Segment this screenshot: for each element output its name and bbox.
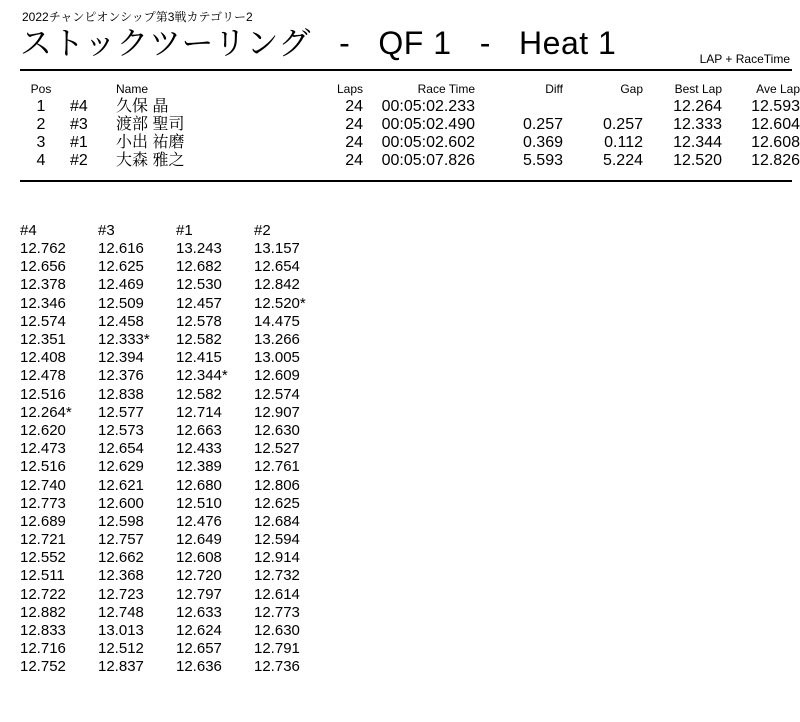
lap-time-cell: 12.389 <box>176 458 222 476</box>
page-title <box>20 23 616 63</box>
lap-time-cell: 12.722 <box>20 585 66 603</box>
lap-time-cell: 12.838 <box>98 385 144 403</box>
lap-time-cell: 12.656 <box>20 258 66 276</box>
event-subtitle: 2022チャンピオンシップ第3戦カテゴリー2 <box>22 10 253 24</box>
car-number-cell: #3 <box>70 116 88 133</box>
lap-time-cell: 12.573 <box>98 421 144 439</box>
lap-row <box>20 567 332 585</box>
diff-cell: 0.369 <box>522 134 563 151</box>
best-lap-cell: 12.264 <box>673 98 722 115</box>
laps-cell: 24 <box>345 152 363 169</box>
session-name: QF 1 <box>378 25 452 61</box>
lap-time-cell: 12.680 <box>176 476 222 494</box>
class-name: ストックツーリング <box>20 25 311 61</box>
race-time-cell: 00:05:02.490 <box>381 116 475 133</box>
col-best-lap-header: Best Lap <box>674 82 722 96</box>
lap-time-cell: 12.346 <box>20 294 66 312</box>
title-separator: - <box>339 25 351 61</box>
lap-time-cell: 12.624 <box>176 622 222 640</box>
lap-time-cell: 12.773 <box>254 603 300 621</box>
lap-time-cell: 12.577 <box>98 403 144 421</box>
lap-time-cell: 13.266 <box>254 331 300 349</box>
lap-time-cell: 12.594 <box>254 531 300 549</box>
lap-time-cell: 12.882 <box>20 603 66 621</box>
col-diff-header: Diff <box>545 82 563 96</box>
lap-time-cell: 12.264* <box>20 403 72 421</box>
lap-time-cell: 12.600 <box>98 494 144 512</box>
diff-cell: 5.593 <box>522 152 563 169</box>
lap-col-header: #4 <box>20 222 37 239</box>
car-number-cell: #4 <box>70 98 88 115</box>
col-no-header <box>62 82 116 98</box>
lap-time-cell: 12.509 <box>98 294 144 312</box>
lap-time-cell: 12.716 <box>20 640 66 658</box>
lap-time-cell: 12.732 <box>254 567 300 585</box>
lap-time-cell: 12.512 <box>98 640 144 658</box>
lap-time-cell: 12.914 <box>254 549 300 567</box>
lap-row <box>20 586 332 604</box>
lap-row <box>20 458 332 476</box>
heat-name: Heat 1 <box>519 25 617 61</box>
lap-time-cell: 12.625 <box>98 258 144 276</box>
lap-row <box>20 640 332 658</box>
diff-cell <box>475 98 563 116</box>
lap-time-cell: 12.378 <box>20 276 66 294</box>
lap-time-cell: 12.616 <box>98 240 144 258</box>
lap-time-cell: 12.333* <box>98 331 150 349</box>
lap-times-table <box>20 222 332 677</box>
col-ave-lap-header: Ave Lap <box>756 82 800 96</box>
results-top-rule <box>20 69 792 71</box>
ave-lap-cell: 12.593 <box>751 98 800 115</box>
lap-time-cell: 12.351 <box>20 331 66 349</box>
laps-cell: 24 <box>345 134 363 151</box>
col-gap-header: Gap <box>620 82 643 96</box>
car-number-cell: #2 <box>70 152 88 169</box>
lap-time-cell: 12.609 <box>254 367 300 385</box>
lap-time-cell: 12.633 <box>176 603 222 621</box>
lap-time-cell: 13.243 <box>176 240 222 258</box>
lap-row <box>20 549 332 567</box>
laps-cell: 24 <box>345 116 363 133</box>
lap-time-cell: 12.629 <box>98 458 144 476</box>
lap-time-cell: 12.842 <box>254 276 300 294</box>
lap-row <box>20 404 332 422</box>
car-number-cell: #1 <box>70 134 88 151</box>
lap-time-cell: 12.761 <box>254 458 300 476</box>
lap-time-cell: 12.582 <box>176 331 222 349</box>
lap-time-cell: 12.630 <box>254 421 300 439</box>
race-time-cell: 00:05:02.602 <box>381 134 475 151</box>
lap-time-cell: 12.654 <box>98 440 144 458</box>
lap-time-cell: 12.736 <box>254 658 300 676</box>
lap-row <box>20 440 332 458</box>
lap-col-header: #3 <box>98 222 115 239</box>
lap-time-cell: 12.376 <box>98 367 144 385</box>
lap-time-cell: 12.797 <box>176 585 222 603</box>
lap-row <box>20 367 332 385</box>
lap-time-cell: 12.625 <box>254 494 300 512</box>
lap-time-cell: 12.574 <box>20 312 66 330</box>
lap-time-cell: 12.511 <box>20 567 65 585</box>
lap-time-cell: 12.574 <box>254 385 300 403</box>
lap-time-cell: 12.791 <box>254 640 300 658</box>
lap-time-cell: 12.907 <box>254 403 300 421</box>
ave-lap-cell: 12.826 <box>751 152 800 169</box>
lap-time-cell: 12.833 <box>20 622 66 640</box>
lap-time-cell: 12.806 <box>254 476 300 494</box>
lap-row <box>20 658 332 676</box>
lap-time-cell: 12.578 <box>176 312 222 330</box>
lap-time-cell: 12.510 <box>176 494 222 512</box>
lap-row <box>20 240 332 258</box>
lap-time-cell: 12.408 <box>20 349 66 367</box>
gap-cell: 0.112 <box>604 134 643 151</box>
results-row <box>20 116 800 134</box>
lap-row <box>20 258 332 276</box>
lap-time-cell: 12.762 <box>20 240 66 258</box>
results-header-row <box>20 82 800 98</box>
lap-time-cell: 12.473 <box>20 440 66 458</box>
lap-time-cell: 12.630 <box>254 622 300 640</box>
best-lap-cell: 12.333 <box>673 116 722 133</box>
lap-times-header-row <box>20 222 332 240</box>
lap-time-cell: 12.621 <box>98 476 144 494</box>
lap-time-cell: 12.614 <box>254 585 300 603</box>
lap-time-cell: 12.620 <box>20 421 66 439</box>
race-type-label: LAP + RaceTime <box>699 52 790 66</box>
lap-time-cell: 12.516 <box>20 458 66 476</box>
title-separator: - <box>479 25 491 61</box>
lap-time-cell: 12.478 <box>20 367 66 385</box>
lap-time-cell: 12.752 <box>20 658 66 676</box>
lap-row <box>20 495 332 513</box>
lap-time-cell: 12.415 <box>176 349 222 367</box>
driver-name-cell: 小出 祐磨 <box>116 134 185 151</box>
lap-time-cell: 12.748 <box>98 603 144 621</box>
gap-cell: 0.257 <box>602 116 643 133</box>
lap-time-cell: 12.662 <box>98 549 144 567</box>
col-laps-header: Laps <box>336 82 363 96</box>
lap-time-cell: 12.740 <box>20 476 66 494</box>
lap-time-cell: 12.657 <box>176 640 222 658</box>
lap-time-cell: 14.475 <box>254 312 300 330</box>
lap-time-cell: 12.684 <box>254 512 300 530</box>
lap-col-header: #1 <box>176 222 193 239</box>
lap-time-cell: 12.457 <box>176 294 222 312</box>
race-time-cell: 00:05:07.826 <box>381 152 475 169</box>
gap-cell: 5.224 <box>602 152 643 169</box>
laps-cell: 24 <box>345 98 363 115</box>
lap-row <box>20 531 332 549</box>
results-table <box>20 82 800 170</box>
lap-time-cell: 12.773 <box>20 494 66 512</box>
lap-time-cell: 12.663 <box>176 421 222 439</box>
lap-time-cell: 12.837 <box>98 658 144 676</box>
col-race-time-header: Race Time <box>417 82 475 96</box>
results-row <box>20 98 800 116</box>
lap-time-cell: 12.649 <box>176 531 222 549</box>
results-row <box>20 134 800 152</box>
gap-cell <box>563 98 643 116</box>
results-bottom-rule <box>20 180 792 182</box>
driver-name-cell: 大森 雅之 <box>116 152 185 169</box>
race-time-cell: 00:05:02.233 <box>381 98 475 115</box>
lap-row <box>20 422 332 440</box>
lap-time-cell: 12.458 <box>98 312 144 330</box>
pos-cell: 2 <box>36 116 46 133</box>
lap-row <box>20 386 332 404</box>
pos-cell: 4 <box>36 152 46 169</box>
lap-time-cell: 12.433 <box>176 440 222 458</box>
lap-time-cell: 12.344* <box>176 367 228 385</box>
lap-row <box>20 476 332 494</box>
ave-lap-cell: 12.604 <box>751 116 800 133</box>
lap-time-cell: 13.157 <box>254 240 300 258</box>
lap-row <box>20 313 332 331</box>
lap-row <box>20 331 332 349</box>
lap-time-cell: 12.721 <box>20 531 66 549</box>
lap-row <box>20 622 332 640</box>
lap-time-cell: 12.582 <box>176 385 222 403</box>
lap-time-cell: 12.714 <box>176 403 222 421</box>
lap-col-header: #2 <box>254 222 271 239</box>
lap-time-cell: 12.636 <box>176 658 222 676</box>
diff-cell: 0.257 <box>522 116 563 133</box>
best-lap-cell: 12.520 <box>673 152 722 169</box>
lap-time-cell: 12.469 <box>98 276 144 294</box>
lap-time-cell: 13.005 <box>254 349 300 367</box>
lap-time-cell: 12.530 <box>176 276 222 294</box>
lap-row <box>20 349 332 367</box>
lap-time-cell: 12.654 <box>254 258 300 276</box>
lap-times-body <box>20 240 332 677</box>
lap-time-cell: 12.757 <box>98 531 144 549</box>
lap-row <box>20 276 332 294</box>
lap-time-cell: 12.723 <box>98 585 144 603</box>
lap-row <box>20 513 332 531</box>
lap-time-cell: 12.598 <box>98 512 144 530</box>
lap-time-cell: 12.394 <box>98 349 144 367</box>
lap-time-cell: 12.476 <box>176 512 222 530</box>
lap-time-cell: 12.527 <box>254 440 300 458</box>
driver-name-cell: 渡部 聖司 <box>116 116 185 133</box>
lap-time-cell: 12.689 <box>20 512 66 530</box>
lap-time-cell: 12.720 <box>176 567 222 585</box>
lap-time-cell: 12.516 <box>20 385 66 403</box>
col-pos-header: Pos <box>30 82 52 96</box>
ave-lap-cell: 12.608 <box>751 134 800 151</box>
best-lap-cell: 12.344 <box>673 134 722 151</box>
col-name-header: Name <box>116 82 149 96</box>
lap-time-cell: 12.608 <box>176 549 222 567</box>
lap-row <box>20 604 332 622</box>
results-row <box>20 152 800 170</box>
lap-time-cell: 13.013 <box>98 622 144 640</box>
lap-time-cell: 12.520* <box>254 294 306 312</box>
pos-cell: 3 <box>36 134 46 151</box>
lap-time-cell: 12.552 <box>20 549 66 567</box>
driver-name-cell: 久保 晶 <box>116 98 169 115</box>
lap-time-cell: 12.682 <box>176 258 222 276</box>
lap-time-cell: 12.368 <box>98 567 144 585</box>
pos-cell: 1 <box>36 98 46 115</box>
lap-row <box>20 295 332 313</box>
